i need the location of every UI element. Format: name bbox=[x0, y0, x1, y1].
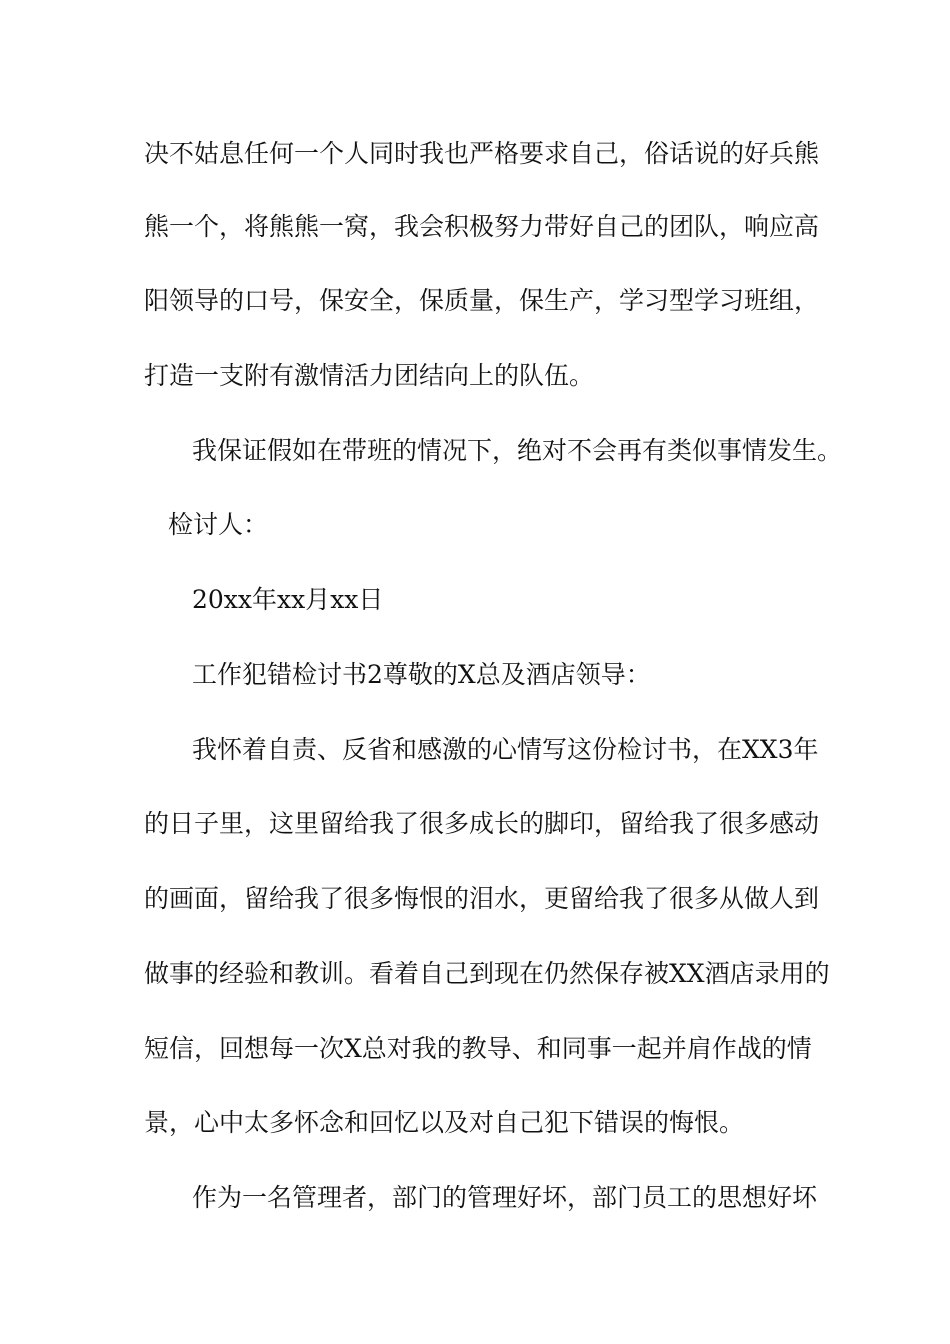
paragraph-line-12: 做事的经验和教训。看着自己到现在仍然保存被XX酒店录用的 bbox=[144, 959, 830, 988]
paragraph-line-3: 阳领导的口号，保安全，保质量，保生产，学习型学习班组， bbox=[144, 286, 820, 315]
paragraph-line-11: 的画面，留给我了很多悔恨的泪水，更留给我了很多从做人到 bbox=[144, 884, 820, 913]
signature-label: 检讨人： bbox=[168, 510, 269, 539]
paragraph-line-2: 熊一个，将熊熊一窝，我会积极努力带好自己的团队，响应高 bbox=[144, 212, 820, 241]
paragraph-line-4: 打造一支附有激情活力团结向上的队伍。 bbox=[144, 361, 595, 390]
paragraph-line-5: 我保证假如在带班的情况下，绝对不会再有类似事情发生。 bbox=[192, 436, 843, 465]
paragraph-line-14: 景，心中太多怀念和回忆以及对自己犯下错误的悔恨。 bbox=[144, 1108, 745, 1137]
date-line: 20xx年xx月xx日 bbox=[192, 585, 384, 614]
paragraph-line-10: 的日子里，这里留给我了很多成长的脚印，留给我了很多感动 bbox=[144, 809, 820, 838]
section-heading: 工作犯错检讨书2尊敬的X总及酒店领导： bbox=[192, 660, 651, 689]
paragraph-line-9: 我怀着自责、反省和感激的心情写这份检讨书，在XX3年 bbox=[192, 735, 819, 764]
paragraph-line-15: 作为一名管理者，部门的管理好坏，部门员工的思想好坏 bbox=[192, 1183, 818, 1212]
paragraph-line-13: 短信，回想每一次X总对我的教导、和同事一起并肩作战的情 bbox=[144, 1034, 812, 1063]
paragraph-line-1: 决不姑息任何一个人同时我也严格要求自己，俗话说的好兵熊 bbox=[144, 139, 820, 168]
